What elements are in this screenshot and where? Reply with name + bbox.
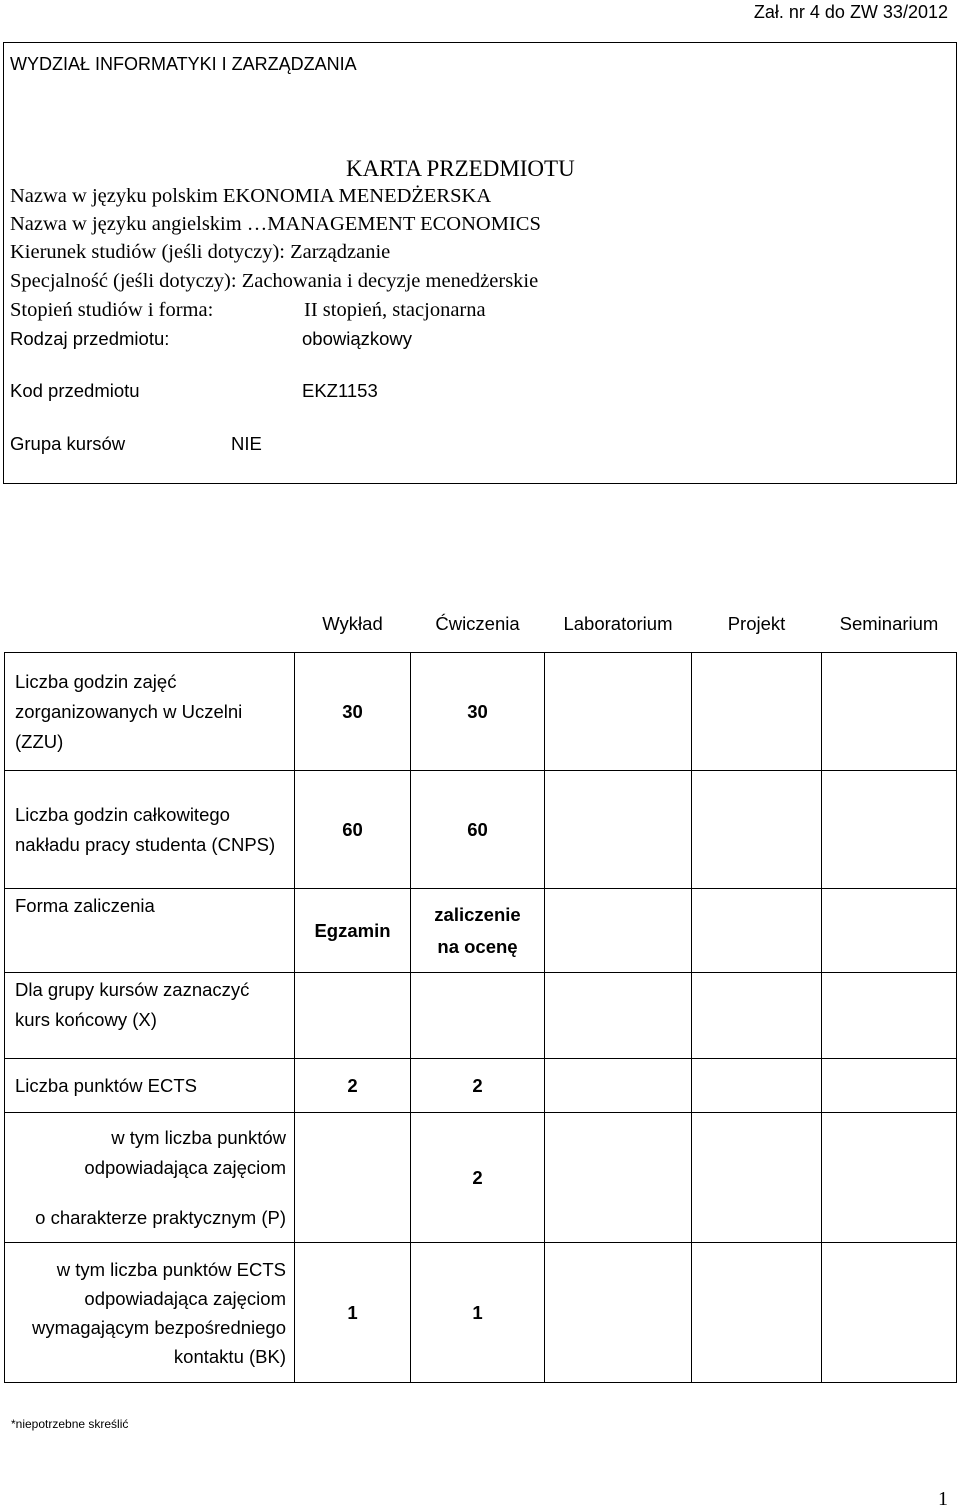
table-cell (545, 771, 692, 889)
table-cell (822, 1243, 957, 1383)
card-title: KARTA PRZEDMIOTU (346, 156, 575, 181)
field-of-study: Kierunek studiów (jeśli dotyczy): Zarządzanie (10, 241, 391, 263)
table-header-row (5, 596, 957, 653)
table-row (5, 1059, 957, 1113)
column-header: Wykład (295, 596, 411, 653)
table-row (5, 653, 957, 771)
table-cell: 2 (295, 1059, 411, 1113)
table-cell (545, 889, 692, 973)
table-cell (411, 973, 545, 1059)
table-cell (692, 973, 822, 1059)
course-code-value: EKZ1153 (302, 380, 378, 401)
table-row (5, 889, 957, 973)
column-header: Projekt (692, 596, 822, 653)
table-cell: 2 (411, 1059, 545, 1113)
column-header: Seminarium (822, 596, 957, 653)
table-cell: 1 (411, 1243, 545, 1383)
course-group-label: Grupa kursów (10, 433, 126, 454)
table-cell (822, 771, 957, 889)
column-header: Ćwiczenia (411, 596, 545, 653)
table-cell (692, 771, 822, 889)
table-cell (822, 1113, 957, 1243)
table-cell (545, 1113, 692, 1243)
row-label: Liczba godzin zajęć zorganizowanych w Uczelni (ZZU) (5, 653, 295, 771)
table-cell (295, 973, 411, 1059)
table-cell (692, 653, 822, 771)
course-name-pl: Nazwa w języku polskim EKONOMIA MENEDŻERSKA (10, 185, 492, 207)
level-label: Stopień studiów i forma: (10, 299, 214, 321)
table-cell (692, 1243, 822, 1383)
table-corner (5, 596, 295, 653)
level-value: II stopień, stacjonarna (304, 299, 486, 321)
table-row (5, 1243, 957, 1383)
attachment-note: Zał. nr 4 do ZW 33/2012 (753, 2, 948, 22)
table-cell (545, 1243, 692, 1383)
table-cell (822, 973, 957, 1059)
table-row (5, 1113, 957, 1243)
table-cell (295, 1113, 411, 1243)
table-cell (822, 889, 957, 973)
row-label-line: w tym liczba punktów odpowiadająca zajęciom (84, 1126, 286, 1178)
row-label (5, 1113, 295, 1243)
footnote: *niepotrzebne skreślić (11, 1417, 129, 1431)
course-code-label: Kod przedmiotu (10, 380, 140, 401)
table-cell: Egzamin (295, 889, 411, 973)
row-label: w tym liczba punktów ECTS odpowiadająca zajęciom wymagającym bezpośredniego kontaktu (BK) (5, 1243, 295, 1383)
table-row (5, 771, 957, 889)
table-cell (545, 973, 692, 1059)
table-cell (545, 653, 692, 771)
table-cell: 1 (295, 1243, 411, 1383)
row-label: Liczba godzin całkowitego nakładu pracy studenta (CNPS) (5, 771, 295, 889)
table-cell (545, 1059, 692, 1113)
course-group-value: NIE (231, 433, 262, 454)
table-cell (692, 1113, 822, 1243)
course-name-en: Nazwa w języku angielskim …MANAGEMENT ECONOMICS (10, 213, 541, 235)
row-label: Dla grupy kursów zaznaczyć kurs końcowy (X) (5, 973, 295, 1059)
table-cell: 2 (411, 1113, 545, 1243)
page-number: 1 (938, 1488, 948, 1510)
row-label-line: o charakterze praktycznym (P) (35, 1206, 286, 1228)
table-cell: 30 (295, 653, 411, 771)
table-cell (822, 1059, 957, 1113)
table-row (5, 973, 957, 1059)
faculty-name: WYDZIAŁ INFORMATYKI I ZARZĄDZANIA (10, 54, 357, 74)
row-label: Liczba punktów ECTS (5, 1059, 295, 1113)
table-cell: zaliczenie na ocenę (411, 889, 545, 973)
table-cell (692, 1059, 822, 1113)
course-type-label: Rodzaj przedmiotu: (10, 328, 170, 349)
table-cell: 60 (411, 771, 545, 889)
course-type-value: obowiązkowy (302, 328, 413, 349)
table-cell (692, 889, 822, 973)
table-cell: 60 (295, 771, 411, 889)
table-cell: 30 (411, 653, 545, 771)
column-header: Laboratorium (545, 596, 692, 653)
specialty: Specjalność (jeśli dotyczy): Zachowania i decyzje menedżerskie (10, 270, 539, 292)
row-label: Forma zaliczenia (5, 889, 295, 973)
hours-table (4, 596, 957, 1383)
table-cell (822, 653, 957, 771)
